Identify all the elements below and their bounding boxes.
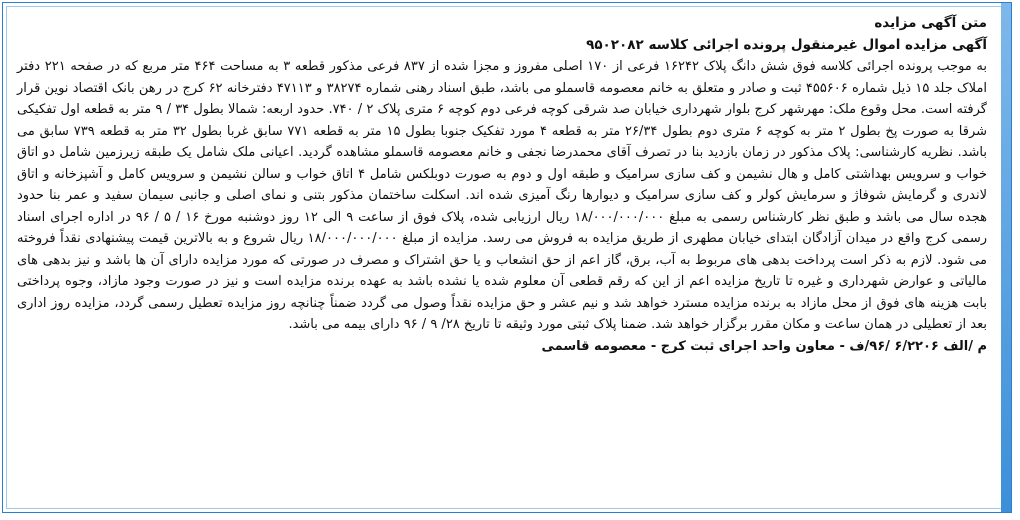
notice-content	[17, 13, 987, 504]
auction-notice	[2, 2, 1012, 513]
notice-title: متن آگهی مزایده	[874, 15, 987, 31]
notice-subtitle: آگهی مزایده اموال غیرمنقول پرونده اجرائی کلاسه ۹۵۰۲۰۸۲	[586, 36, 987, 53]
notice-side-stripe	[1001, 3, 1011, 512]
notice-body: به موجب پرونده اجرائی کلاسه فوق شش دانگ پلاک ۱۶۲۴۲ فرعی از ۱۷۰ اصلی مفروز و مجزا شده از ۸۳۷ فرعی مذکور قطعه ۳ به مساحت ۴۶۴ متر مربع که در صفحه ۲۲۱ دفتر املاک جلد ۱۵ ذیل شماره ۴۵۵۶۰۶ ثبت و صادر و متعلق به خانم معصومه قاسملو می باشد، طبق اسناد رهنی شماره ۳۸۲۷۴ و ۴۷۱۱۳ دفترخانه ۶۲ کرج در رهن بانک اقتصاد نوین قرار گرفته است. محل وقوع ملک: مهرشهر کرج بلوار شهرداری خیابان صد شرقی کوچه فرعی دوم کوچه ۶ متری پلاک ۲ / ۷۴۰. حدود اربعه: شمالا بطول ۳۴ / ۹ متر به قطعه اول تفکیکی شرقا به صورت پخ بطول ۲ متر به کوچه ۶ متری دوم بطول ۲۶/۳۴ متر به قطعه ۴ مورد تفکیک جنوبا بطول ۱۵ متر به قطعه ۷۷۱ سابق غربا بطول ۳۲ متر به قطعه ۷۳۹ سابق می باشد. نظریه کارشناسی: پلاک مذکور در زمان بازدید بنا در تصرف آقای محمدرضا نجفی و خانم معصومه قاسملو مشاهده گردید. اعیانی ملک شامل یک طبقه زیرزمین شامل دو اتاق خواب و سرویس بهداشتی کامل و هال نشیمن و کف سازی سرامیک و طبقه اول و دوم به صورت دوبلکس شامل ۴ اتاق خواب و سالن نشیمن و سرویس کامل و آشپزخانه و اتاق لاندری و گرمایش شوفاژ و سرمایش کولر و کف سازی سرامیک و دیوارها رنگ آمیزی شده اند. اسکلت ساختمان مذکور بتنی و نمای اصلی و جانبی سیمان سفید و عمر بنا حدود هجده سال می باشد و طبق نظر کارشناس رسمی به مبلغ ۱۸/۰۰۰/۰۰۰/۰۰۰ ریال ارزیابی شده، پلاک فوق از ساعت ۹ الی ۱۲ روز دوشنبه مورخ ۱۶ / ۵ / ۹۶ در اداره اجرای اسناد رسمی کرج واقع در میدان آزادگان ابتدای خیابان مطهری از طریق مزایده به فروش می رسد. مزایده از مبلغ ۱۸/۰۰۰/۰۰۰/۰۰۰ ریال شروع و به بالاترین قیمت پیشنهادی نقداً فروخته می شود. لازم به ذکر است پرداخت بدهی های مربوط به آب، برق، گاز اعم از حق انشعاب و یا حق اشتراک و مصرف در صورتی که مورد مزایده دارای آن ها باشد و نیز بدهی های مالیاتی و عوارض شهرداری و غیره تا تاریخ مزایده اعم از این که رقم قطعی آن معلوم شده یا نشده باشد به عهده برنده مزایده است و نیز در صورت وجود مازاد، وجوه پرداختی بابت هزینه های فوق از محل مازاد به برنده مزایده مسترد خواهد شد و نیم عشر و حق مزایده نقداً وصول می گردد ضمناً چنانچه روز مزایده تعطیل رسمی گردد، مزایده روز اداری بعد از تعطیلی در همان ساعت و مکان مقرر برگزار خواهد شد. ضمنا پلاک ثبتی مورد وثیقه تا تاریخ ۲۸/ ۹ / ۹۶ دارای بیمه می باشد.	[17, 59, 988, 332]
notice-footer: م /الف ۶/۲۲۰۶ /۹۶/ف - معاون واحد اجرای ثبت کرج - معصومه قاسمی	[541, 338, 987, 354]
